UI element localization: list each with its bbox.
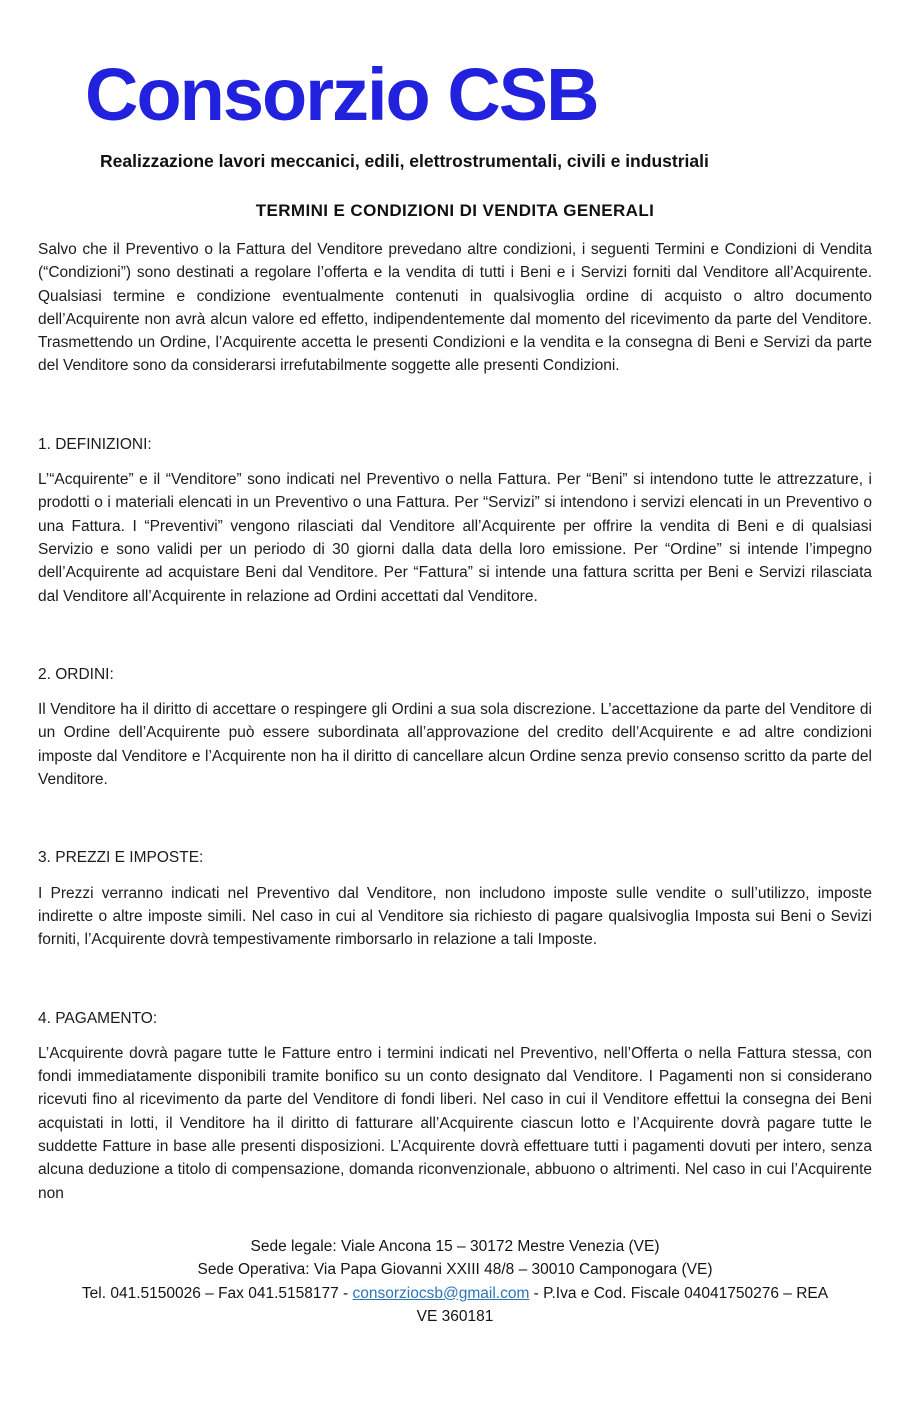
section-prezzi-e-imposte xyxy=(0,846,910,951)
company-header xyxy=(0,53,910,172)
section-body-pagamento: L’Acquirente dovrà pagare tutte le Fatture entro i termini indicati nel Preventivo, nell’Offerta o nella Fattura stessa, con fondi immediatamente disponibili tramite bonifico su un conto designato dal Venditore. I Pagamenti non si considerano ricevuti fino al ricevimento da parte del Venditore di fondi liberi. Nel caso in cui il Venditore effettui la consegna dei Beni acquistati in lotti, il Venditore ha il diritto di fatturare all’Acquirente ciascun lotto e l’Acquirente dovrà pagare tutte le suddette Fatture in base alle presenti disposizioni. L’Acquirente dovrà effettuare tutti i pagamenti dovuti per intero, senza alcuna deduzione a titolo di compensazione, domanda riconvenzionale, abbuono o altrimenti. Nel caso in cui l’Acquirente non xyxy=(38,1044,872,1202)
section-body-prezzi-e-imposte: I Prezzi verranno indicati nel Preventivo dal Venditore, non includono imposte sulle vendite o sull’utilizzo, imposte indirette o altre imposte simili. Nel caso in cui al Venditore sia richiesto di pagare qualsivoglia Imposta sui Beni o Sevizi forniti, l’Acquirente dovrà tempestivamente rimborsarlo in relazione a tali Imposte. xyxy=(38,884,872,949)
footer-line-contacts xyxy=(30,1282,880,1305)
section-body-definizioni: L’“Acquirente” e il “Venditore” sono indicati nel Preventivo o nella Fattura. Per “Beni” si intendono tutte le attrezzature, i prodotti o i materiali elencati in un Preventivo o una Fattura. Per “Servizi” si intendono i servizi elencati in un Preventivo o una Fattura. I “Preventivi” vengono rilasciati dal Venditore all’Acquirente per offrire la vendita di Beni e di qualsiasi Servizio e sono validi per un periodo di 30 giorni dalla data della loro emissione. Per “Ordine” si intende l’impegno dell’Acquirente ad acquistare Beni dal Venditore. Per “Fattura” si intende una fattura scritta per Beni e Servizi rilasciata dal Venditore all’Acquirente in relazione ad Ordini accettati dal Venditore. xyxy=(38,471,872,605)
email-link[interactable]: consorziocsb@gmail.com xyxy=(352,1284,530,1302)
section-pagamento xyxy=(0,1007,910,1205)
section-heading-prezzi-e-imposte: 3. PREZZI E IMPOSTE: xyxy=(38,849,204,867)
section-heading-ordini: 2. ORDINI: xyxy=(38,665,114,683)
section-body-ordini: Il Venditore ha il diritto di accettare o respingere gli Ordini a sua sola discrezione. L’accettazione da parte del Venditore di un Ordine dell’Acquirente può essere subordinata all’approvazione del credito dell’Acquirente e ad altre condizioni imposte dal Venditore e l’Acquirente non ha il diritto di cancellare alcun Ordine senza previo consenso scritto da parte del Venditore. xyxy=(38,701,872,789)
footer xyxy=(30,1235,880,1328)
footer-contacts-prefix: Tel. 041.5150026 – Fax 041.5158177 - xyxy=(81,1284,353,1302)
footer-contacts-suffix: - P.Iva e Cod. Fiscale 04041750276 – REA xyxy=(529,1284,829,1302)
company-logo: Consorzio CSB xyxy=(85,53,598,136)
company-tagline: Realizzazione lavori meccanici, edili, elettrostrumentali, civili e industriali xyxy=(100,151,709,171)
footer-line-sede-operativa: Sede Operativa: Via Papa Giovanni XXIII 48/8 – 30010 Camponogara (VE) xyxy=(197,1261,713,1279)
section-heading-pagamento: 4. PAGAMENTO: xyxy=(38,1009,158,1027)
section-heading-definizioni: 1. DEFINIZIONI: xyxy=(38,435,152,453)
section-ordini xyxy=(0,663,910,791)
footer-line-sede-legale: Sede legale: Viale Ancona 15 – 30172 Mestre Venezia (VE) xyxy=(250,1237,660,1255)
footer-line-rea: VE 360181 xyxy=(416,1307,494,1325)
intro-paragraph: Salvo che il Preventivo o la Fattura del Venditore prevedano altre condizioni, i seguenti Termini e Condizioni di Vendita (“Condizioni”) sono destinati a regolare l’offerta e la vendita di tutti i Beni e i Servizi forniti dal Venditore all’Acquirente. Qualsiasi termine e condizione eventualmente contenuti in qualsivoglia ordine di acquisto o altro documento dell’Acquirente non avrà alcun valore ed effetto, indipendentemente dal momento del ricevimento da parte del Venditore. Trasmettendo un Ordine, l’Acquirente accetta le presenti Condizioni e la vendita e la consegna di Beni e Servizi da parte del Venditore sono da considerarsi irrefutabilmente soggette alle presenti Condizioni. xyxy=(38,241,872,375)
document-title: TERMINI E CONDIZIONI DI VENDITA GENERALI xyxy=(255,201,655,220)
section-definizioni xyxy=(0,433,910,608)
